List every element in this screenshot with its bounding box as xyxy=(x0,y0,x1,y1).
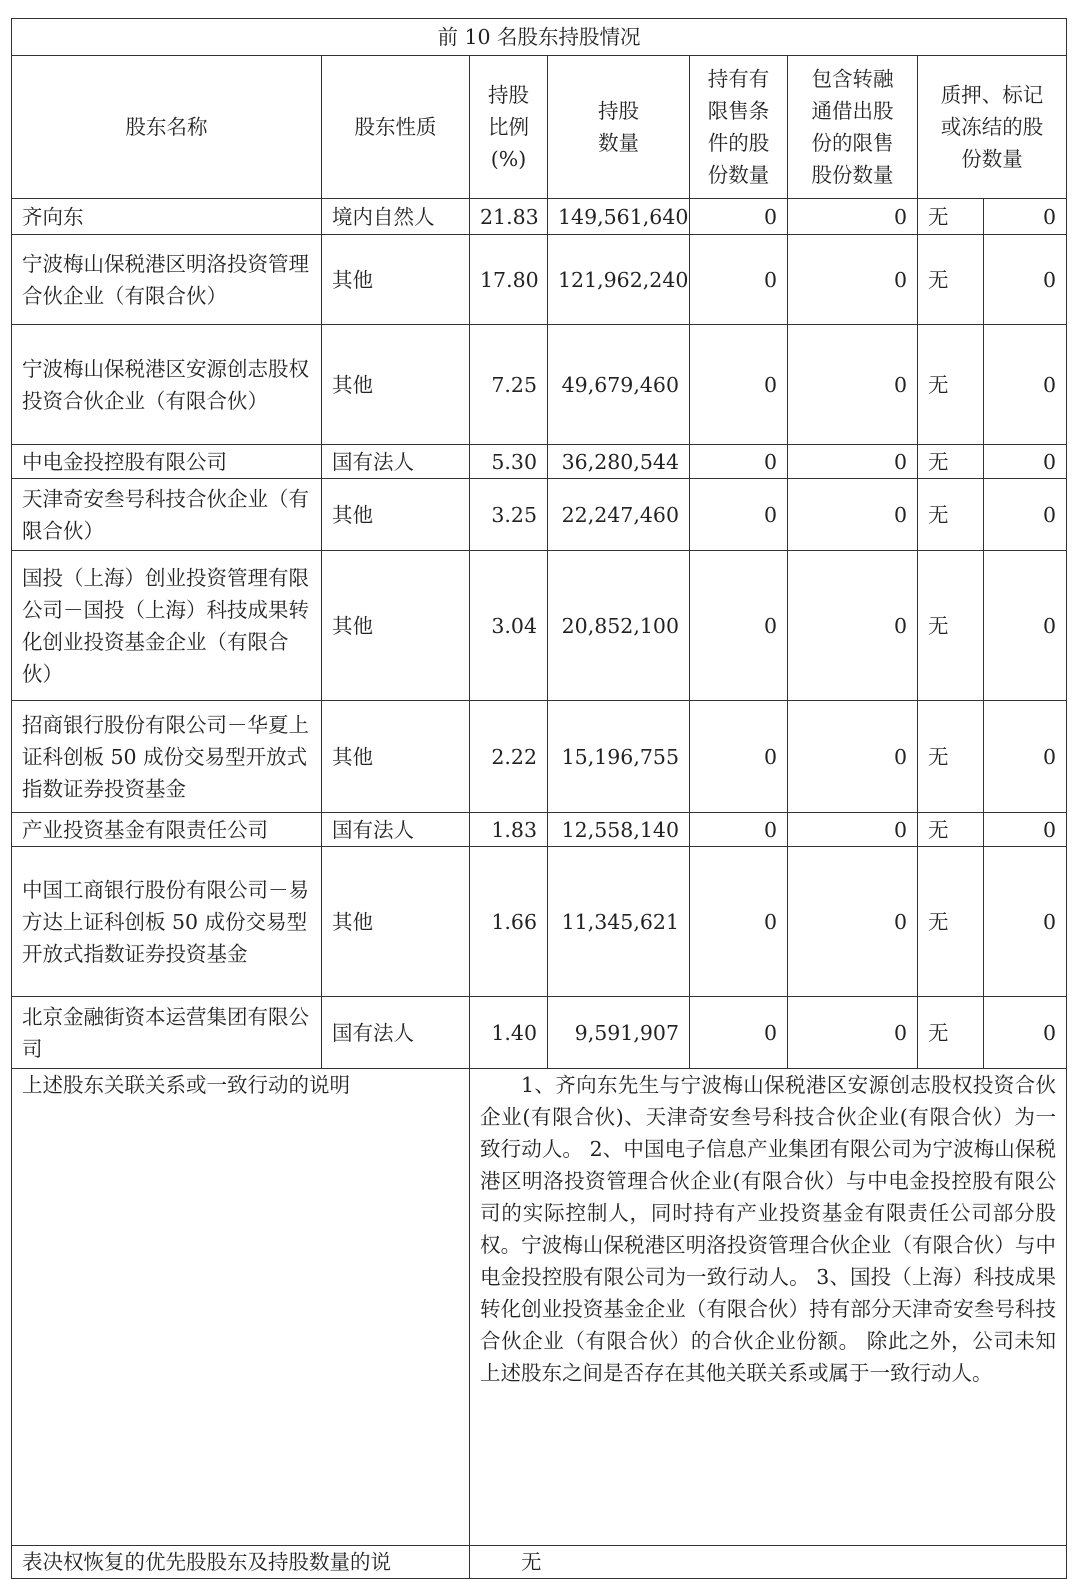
lent-quantity: 0 xyxy=(788,235,918,325)
holding-ratio: 21.83 xyxy=(470,199,548,235)
holding-ratio: 17.80 xyxy=(470,235,548,325)
pledge-status: 无 xyxy=(918,235,984,325)
restricted-quantity: 0 xyxy=(690,701,788,813)
preferred-row xyxy=(12,1546,1067,1579)
lent-quantity: 0 xyxy=(788,551,918,701)
pledge-status: 无 xyxy=(918,701,984,813)
restricted-quantity: 0 xyxy=(690,551,788,701)
holding-ratio: 1.66 xyxy=(470,847,548,997)
table-row xyxy=(12,235,1067,325)
shareholder-nature: 其他 xyxy=(322,551,470,701)
shareholder-nature: 其他 xyxy=(322,479,470,551)
restricted-quantity: 0 xyxy=(690,813,788,847)
shareholder-name: 中国工商银行股份有限公司－易方达上证科创板 50 成份交易型开放式指数证券投资基金 xyxy=(12,847,322,997)
shareholder-name: 齐向东 xyxy=(12,199,322,235)
shareholder-nature: 其他 xyxy=(322,325,470,445)
pledge-status: 无 xyxy=(918,847,984,997)
holding-quantity: 11,345,621 xyxy=(548,847,690,997)
shareholder-name: 产业投资基金有限责任公司 xyxy=(12,813,322,847)
restricted-quantity: 0 xyxy=(690,997,788,1069)
table-row xyxy=(12,325,1067,445)
holding-ratio: 1.83 xyxy=(470,813,548,847)
restricted-quantity: 0 xyxy=(690,479,788,551)
shareholder-nature: 其他 xyxy=(322,701,470,813)
table-row xyxy=(12,199,1067,235)
pledge-status: 无 xyxy=(918,445,984,479)
restricted-quantity: 0 xyxy=(690,199,788,235)
lent-quantity: 0 xyxy=(788,847,918,997)
pledge-quantity: 0 xyxy=(984,445,1067,479)
table-row xyxy=(12,701,1067,813)
shareholder-nature: 境内自然人 xyxy=(322,199,470,235)
header-lent: 包含转融 通借出股 份的限售 股份数量 xyxy=(788,56,918,199)
holding-quantity: 9,591,907 xyxy=(548,997,690,1069)
preferred-value-text: 无 xyxy=(521,1550,542,1574)
holding-quantity: 36,280,544 xyxy=(548,445,690,479)
holding-ratio: 1.40 xyxy=(470,997,548,1069)
holding-quantity: 12,558,140 xyxy=(548,813,690,847)
lent-quantity: 0 xyxy=(788,445,918,479)
lent-quantity: 0 xyxy=(788,813,918,847)
lent-quantity: 0 xyxy=(788,325,918,445)
pledge-status: 无 xyxy=(918,997,984,1069)
restricted-quantity: 0 xyxy=(690,445,788,479)
table-row xyxy=(12,551,1067,701)
relation-paragraph: 1、齐向东先生与宁波梅山保税港区安源创志股权投资合伙企业(有限合伙)、天津奇安叁号科技合伙企业(有限合伙）为一致行动人。 2、中国电子信息产业集团有限公司为宁波梅山保税港区明洛投资管理合伙企业(有限合伙）与中电金投控股有限公司的实际控制人，同时持有产业投资基金有限责任公司部分股权。宁波梅山保税港区明洛投资管理合伙企业（有限合伙）与中电金投控股有限公司为一致行动人。 3、国投（上海）科技成果转化创业投资基金企业（有限合伙）持有部分天津奇安叁号科技合伙企业（有限合伙）的合伙企业份额。 除此之外，公司未知上述股东之间是否存在其他关联关系或属于一致行动人。 xyxy=(480,1073,1056,1385)
pledge-status: 无 xyxy=(918,813,984,847)
table-row xyxy=(12,997,1067,1069)
table-row xyxy=(12,479,1067,551)
lent-quantity: 0 xyxy=(788,199,918,235)
table-row xyxy=(12,445,1067,479)
holding-ratio: 2.22 xyxy=(470,701,548,813)
shareholder-name: 招商银行股份有限公司－华夏上证科创板 50 成份交易型开放式指数证券投资基金 xyxy=(12,701,322,813)
pledge-quantity: 0 xyxy=(984,813,1067,847)
holding-quantity: 121,962,240 xyxy=(548,235,690,325)
lent-quantity: 0 xyxy=(788,997,918,1069)
pledge-quantity: 0 xyxy=(984,235,1067,325)
pledge-quantity: 0 xyxy=(984,701,1067,813)
header-qty: 持股 数量 xyxy=(548,56,690,199)
restricted-quantity: 0 xyxy=(690,847,788,997)
pledge-quantity: 0 xyxy=(984,479,1067,551)
table-title: 前 10 名股东持股情况 xyxy=(12,19,1067,56)
pledge-status: 无 xyxy=(918,479,984,551)
header-nature: 股东性质 xyxy=(322,56,470,199)
pledge-quantity: 0 xyxy=(984,847,1067,997)
holding-ratio: 3.25 xyxy=(470,479,548,551)
restricted-quantity: 0 xyxy=(690,325,788,445)
holding-ratio: 5.30 xyxy=(470,445,548,479)
shareholder-name: 宁波梅山保税港区明洛投资管理合伙企业（有限合伙） xyxy=(12,235,322,325)
shareholder-nature: 其他 xyxy=(322,235,470,325)
pledge-status: 无 xyxy=(918,199,984,235)
lent-quantity: 0 xyxy=(788,479,918,551)
shareholder-name: 中电金投控股有限公司 xyxy=(12,445,322,479)
shareholder-nature: 国有法人 xyxy=(322,445,470,479)
header-row xyxy=(12,56,1067,199)
holding-quantity: 49,679,460 xyxy=(548,325,690,445)
relation-text xyxy=(470,1069,1067,1546)
header-name: 股东名称 xyxy=(12,56,322,199)
holding-quantity: 20,852,100 xyxy=(548,551,690,701)
header-restricted: 持有有 限售条 件的股 份数量 xyxy=(690,56,788,199)
holding-quantity: 15,196,755 xyxy=(548,701,690,813)
preferred-label: 表决权恢复的优先股股东及持股数量的说 xyxy=(12,1546,470,1579)
pledge-quantity: 0 xyxy=(984,997,1067,1069)
pledge-quantity: 0 xyxy=(984,199,1067,235)
restricted-quantity: 0 xyxy=(690,235,788,325)
shareholder-table xyxy=(11,18,1067,1579)
shareholder-nature: 国有法人 xyxy=(322,997,470,1069)
header-ratio: 持股 比例 (%) xyxy=(470,56,548,199)
shareholder-name: 国投（上海）创业投资管理有限公司－国投（上海）科技成果转化创业投资基金企业（有限合伙） xyxy=(12,551,322,701)
table-row xyxy=(12,813,1067,847)
holding-quantity: 149,561,640 xyxy=(548,199,690,235)
header-pledged: 质押、标记 或冻结的股 份数量 xyxy=(918,56,1067,199)
relation-label: 上述股东关联关系或一致行动的说明 xyxy=(12,1069,470,1546)
shareholder-name: 北京金融街资本运营集团有限公司 xyxy=(12,997,322,1069)
lent-quantity: 0 xyxy=(788,701,918,813)
holding-ratio: 7.25 xyxy=(470,325,548,445)
holding-quantity: 22,247,460 xyxy=(548,479,690,551)
table-row xyxy=(12,847,1067,997)
shareholder-name: 宁波梅山保税港区安源创志股权投资合伙企业（有限合伙） xyxy=(12,325,322,445)
holding-ratio: 3.04 xyxy=(470,551,548,701)
preferred-value xyxy=(470,1546,1067,1579)
shareholder-nature: 国有法人 xyxy=(322,813,470,847)
shareholder-nature: 其他 xyxy=(322,847,470,997)
pledge-quantity: 0 xyxy=(984,325,1067,445)
relation-row xyxy=(12,1069,1067,1546)
pledge-status: 无 xyxy=(918,325,984,445)
shareholder-name: 天津奇安叁号科技合伙企业（有限合伙） xyxy=(12,479,322,551)
pledge-status: 无 xyxy=(918,551,984,701)
pledge-quantity: 0 xyxy=(984,551,1067,701)
